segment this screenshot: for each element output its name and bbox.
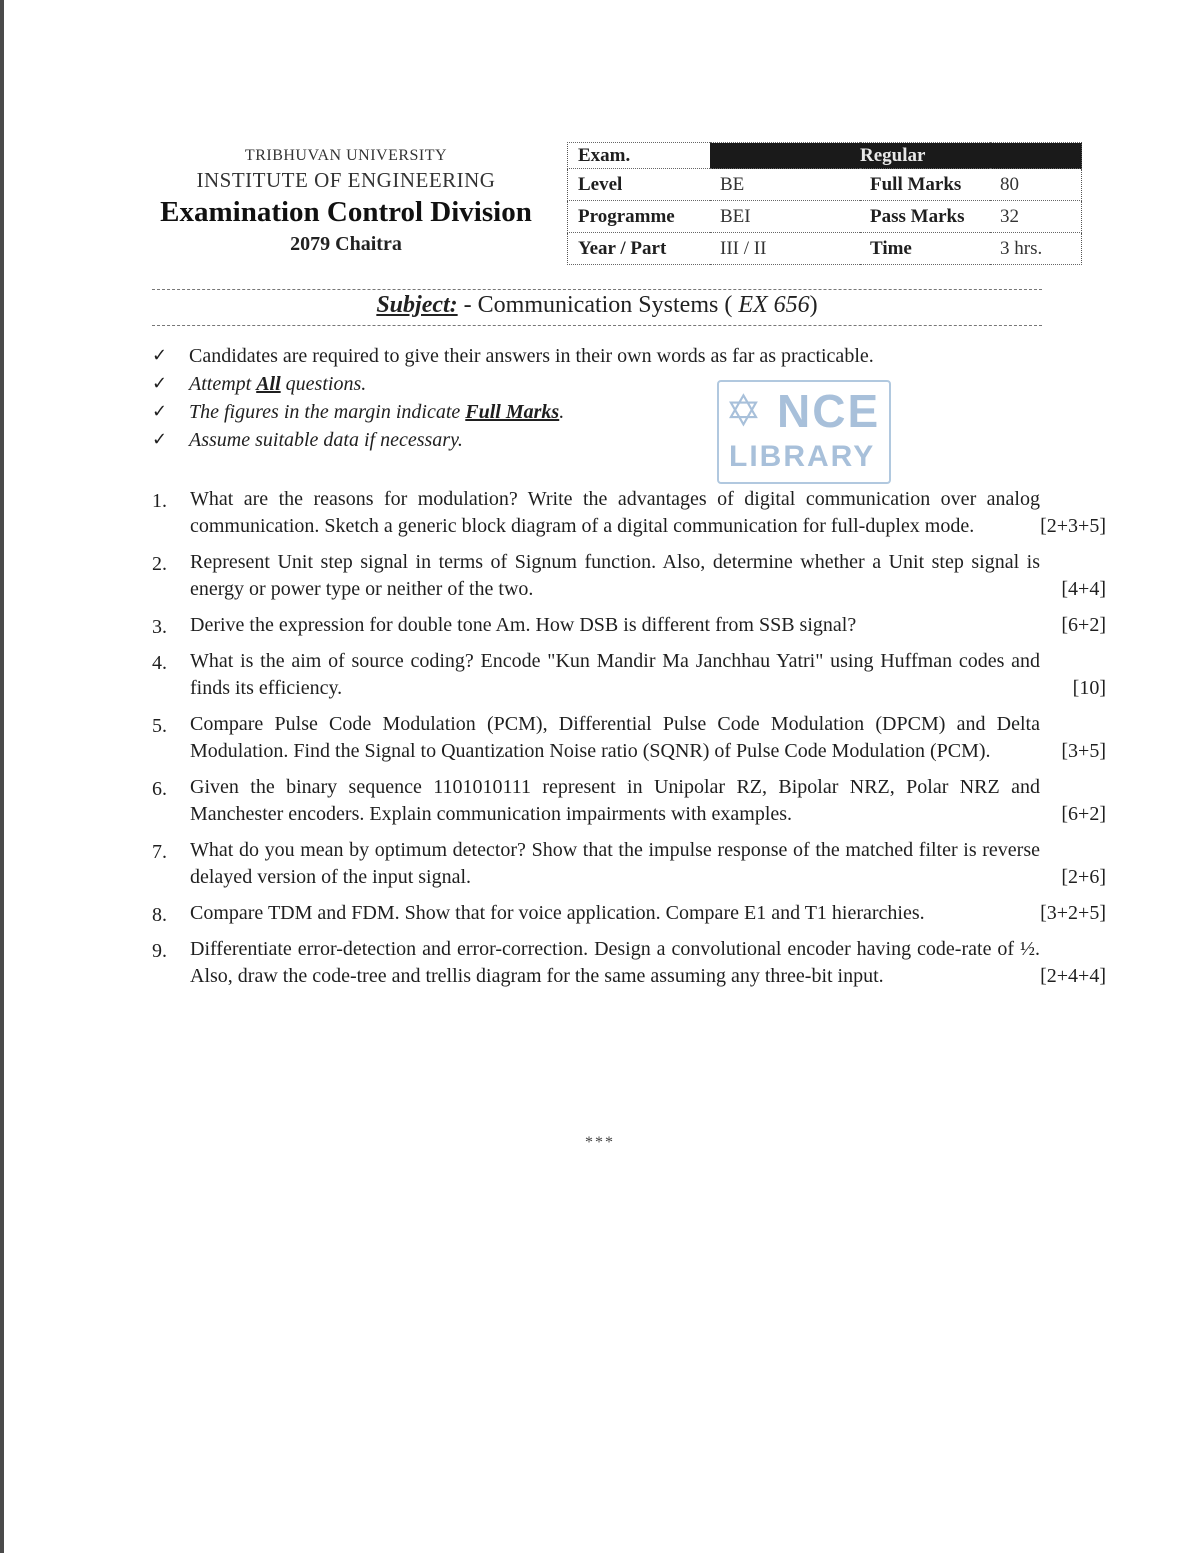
question-marks: [6+2] [1061,614,1106,636]
pass-marks-value: 32 [990,201,1082,233]
question-number: 6. [152,778,167,800]
year-part-row [568,233,1082,265]
question-item [152,648,1112,702]
subject-code-open: ( [718,292,739,318]
question-marks: [3+2+5] [1040,902,1106,924]
division-title: Examination Control Division [160,196,532,228]
question-text: Differentiate error-detection and error-correction. Design a convolutional encoder having code-rate of ½. Also, draw the code-tree and trellis diagram for the same assuming any three-bit input. [190,938,1040,987]
question-marks: [2+3+5] [1040,515,1106,537]
question-item [152,549,1112,603]
university-name: TRIBHUVAN UNIVERSITY [244,147,448,164]
question-text: What is the aim of source coding? Encode "Kun Mandir Ma Janchhau Yatri" using Huffman codes and finds its efficiency. [190,650,1040,699]
scan-edge-shadow [0,0,4,1553]
exam-row [568,143,1082,169]
instruction-item [152,426,1032,454]
question-item [152,486,1112,540]
subject-label: Subject: [376,292,458,318]
subject-code-close: ) [809,292,818,318]
full-marks-value: 80 [990,169,1082,201]
library-stamp [717,380,891,484]
checkmark-icon: ✓ [152,429,168,450]
instructions-list [152,342,1032,454]
exam-session: 2079 Chaitra [290,233,402,255]
questions-list [152,486,1112,999]
question-marks: [6+2] [1061,803,1106,825]
level-row [568,169,1082,201]
checkmark-icon: ✓ [152,373,168,394]
subject-name: Communication Systems [477,292,719,318]
question-item [152,936,1112,990]
question-number: 4. [152,652,167,674]
instruction-item [152,342,1032,370]
question-text: What do you mean by optimum detector? Show that the impulse response of the matched filter is reverse delayed version of the input signal. [190,839,1040,888]
question-marks: [10] [1072,677,1106,699]
exam-info-table [567,142,1082,265]
checkmark-icon: ✓ [152,345,168,366]
end-mark: *** [585,1134,615,1151]
institution-header [140,146,552,258]
stamp-top-text: NCE [777,385,881,437]
programme-label: Programme [568,201,711,233]
question-text: Compare Pulse Code Modulation (PCM), Differential Pulse Code Modulation (DPCM) and Delta Modulation. Find the Signal to Quantization Noise ratio (SQNR) of Pulse Code Modulation (PCM). [190,713,1040,762]
checkmark-icon: ✓ [152,401,168,422]
question-marks: [2+4+4] [1040,965,1106,987]
pass-marks-label: Pass Marks [860,201,990,233]
instruction-emphasis: All [256,373,281,395]
question-text: Given the binary sequence 1101010111 represent in Unipolar RZ, Bipolar NRZ, Polar NRZ and Manchester encoders. Explain communication impairments with examples. [190,776,1040,825]
full-marks-label: Full Marks [860,169,990,201]
question-text: What are the reasons for modulation? Write the advantages of digital communication over analog communication. Sketch a generic block diagram of a digital communication for full-duplex mode. [190,488,1040,537]
subject-code: EX 656 [738,292,810,318]
level-value: BE [710,169,860,201]
instruction-text-part: . [559,401,565,423]
exam-label: Exam. [568,143,711,169]
instruction-text: Candidates are required to give their answers in their own words as far as practicable. [189,345,874,367]
star-icon: ✡ [725,386,762,437]
question-text: Represent Unit step signal in terms of Signum function. Also, determine whether a Unit step signal is energy or power type or neither of the two. [190,551,1040,600]
stamp-bottom-text: LIBRARY [729,440,876,473]
question-item [152,900,1112,927]
year-part-label: Year / Part [568,233,711,265]
question-item [152,711,1112,765]
question-text: Derive the expression for double tone Am. How DSB is different from SSB signal? [190,614,857,636]
question-number: 9. [152,940,167,962]
question-number: 2. [152,553,167,575]
instruction-text [189,398,564,426]
question-marks: [4+4] [1061,578,1106,600]
instruction-emphasis: Full Marks [465,401,560,423]
instruction-text-part: The figures in the margin indicate [189,401,466,423]
year-part-value: III / II [710,233,860,265]
instruction-item [152,398,1032,426]
question-marks: [2+6] [1061,866,1106,888]
question-number: 3. [152,616,167,638]
time-value: 3 hrs. [990,233,1082,265]
programme-row [568,201,1082,233]
institute-name: INSTITUTE OF ENGINEERING [196,168,496,192]
exam-type-value: Regular [710,143,1082,169]
instruction-text-part: Attempt [189,373,257,395]
question-number: 5. [152,715,167,737]
subject-line [152,292,1042,319]
question-marks: [3+5] [1061,740,1106,762]
question-item [152,774,1112,828]
question-item [152,837,1112,891]
instruction-text-part: questions. [280,373,367,395]
instruction-text: Assume suitable data if necessary. [189,429,463,451]
question-number: 1. [152,490,167,512]
subject-bottom-rule [152,325,1042,326]
time-label: Time [860,233,990,265]
question-number: 7. [152,841,167,863]
subject-separator: - [457,292,478,318]
instruction-item [152,370,1032,398]
question-text: Compare TDM and FDM. Show that for voice application. Compare E1 and T1 hierarchies. [190,902,925,924]
subject-top-rule [152,289,1042,290]
question-number: 8. [152,904,167,926]
question-item [152,612,1112,639]
programme-value: BEI [710,201,860,233]
instruction-text [189,370,366,398]
level-label: Level [568,169,711,201]
